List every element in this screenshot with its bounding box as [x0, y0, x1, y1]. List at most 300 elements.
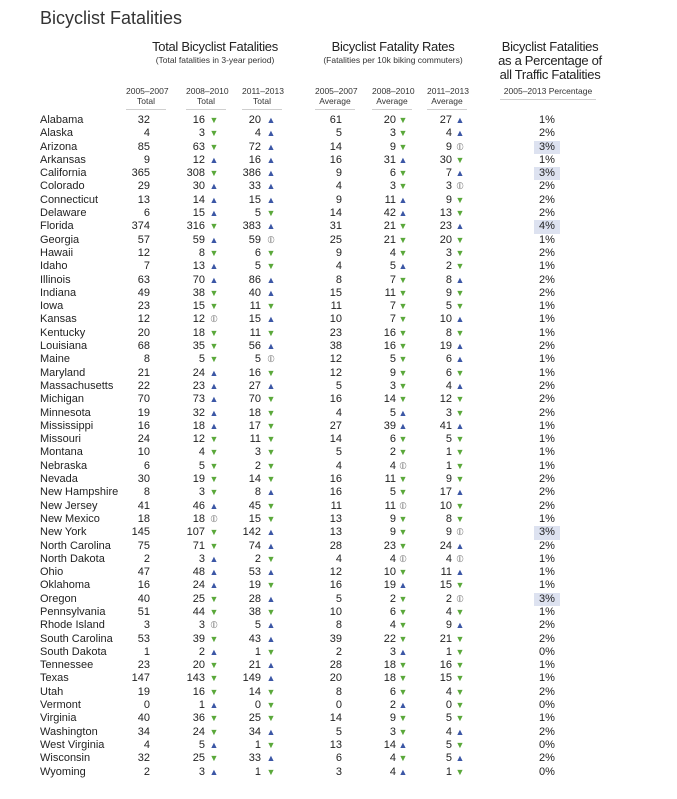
down-arrow-icon: ▼	[455, 234, 465, 245]
total-2008-2010-value: 24	[192, 366, 205, 379]
total-2005-2007-value: 2	[143, 765, 150, 778]
state-name: Idaho	[40, 260, 68, 273]
percentage-value: 1%	[539, 114, 555, 126]
down-arrow-icon: ▼	[209, 221, 219, 232]
rate-2008-2010-value: 42	[383, 207, 396, 220]
rate-2011-2013-value: 6	[445, 366, 452, 379]
up-arrow-icon: ▲	[209, 208, 219, 219]
table-row	[0, 752, 677, 765]
rate-2008-2010-value: 22	[383, 632, 396, 645]
up-arrow-icon: ▲	[266, 287, 276, 298]
fatality-rates-title: Bicyclist Fatality Rates	[331, 39, 455, 54]
rate-2011-2013-value: 2	[445, 260, 452, 273]
rate-2005-2007-value: 13	[329, 512, 342, 525]
down-arrow-icon: ▼	[398, 606, 408, 617]
rate-2011-2013-value: 9	[445, 286, 452, 299]
rate-2005-2007-value: 31	[329, 220, 342, 233]
up-arrow-icon: ▲	[398, 194, 408, 205]
percentage-header	[480, 40, 620, 82]
up-arrow-icon: ▲	[455, 487, 465, 498]
state-name: Arkansas	[40, 153, 86, 166]
down-arrow-icon: ▼	[266, 606, 276, 617]
rate-2011-2013-value: 13	[439, 207, 452, 220]
rate-2011-2013-value: 23	[439, 220, 452, 233]
rate-2008-2010-value: 31	[383, 153, 396, 166]
no-change-icon: ⦶	[456, 527, 464, 539]
total-2005-2007-value: 6	[143, 459, 150, 472]
total-2011-2013-value: 56	[248, 340, 261, 353]
down-arrow-icon: ▼	[209, 474, 219, 485]
total-2011-2013-value: 17	[248, 419, 261, 432]
percentage-value: 1%	[539, 326, 555, 339]
rate-2005-2007-value: 0	[335, 699, 342, 712]
up-arrow-icon: ▲	[266, 141, 276, 152]
down-arrow-icon: ▼	[209, 141, 219, 152]
down-arrow-icon: ▼	[266, 208, 276, 219]
total-2008-2010-value: 35	[192, 340, 205, 353]
total-2011-2013-value: 16	[248, 366, 261, 379]
rate-2011-2013-value: 0	[445, 699, 452, 712]
total-2008-2010-value: 23	[192, 379, 205, 392]
table-row	[0, 579, 677, 592]
table-row	[0, 633, 677, 646]
table-row	[0, 380, 677, 393]
total-2005-2007-value: 12	[137, 313, 150, 326]
down-arrow-icon: ▼	[398, 354, 408, 365]
down-arrow-icon: ▼	[398, 367, 408, 378]
state-name: Florida	[40, 220, 74, 233]
total-2005-2007-value: 12	[137, 246, 150, 259]
up-arrow-icon: ▲	[398, 407, 408, 418]
state-name: Iowa	[40, 300, 64, 313]
rate-2005-2007-value: 2	[335, 645, 342, 658]
total-2005-2007-value: 19	[137, 685, 150, 698]
total-2005-2007-value: 29	[137, 180, 150, 193]
state-name: Massachusetts	[40, 379, 114, 392]
rate-2011-2013-value: 10	[439, 313, 452, 326]
percentage-value: 2%	[539, 127, 555, 140]
state-name: Montana	[40, 446, 83, 459]
total-2008-2010-value: 4	[198, 446, 205, 459]
state-name: Connecticut	[40, 193, 99, 206]
rate-2005-2007-value: 9	[335, 167, 342, 180]
down-arrow-icon: ▼	[266, 739, 276, 750]
rate-2008-2010-value: 3	[389, 645, 396, 658]
down-arrow-icon: ▼	[209, 487, 219, 498]
down-arrow-icon: ▼	[209, 593, 219, 604]
rate-2005-2007-value: 20	[329, 672, 342, 685]
total-2005-2007-value: 7	[143, 260, 150, 273]
percentage-value: 2%	[539, 273, 555, 286]
down-arrow-icon: ▼	[398, 115, 408, 125]
down-arrow-icon: ▼	[209, 115, 219, 125]
down-arrow-icon: ▼	[398, 221, 408, 232]
up-arrow-icon: ▲	[455, 540, 465, 551]
rate-2011-2013-value: 27	[439, 114, 452, 126]
total-2011-2013-value: 5	[254, 353, 261, 366]
no-change-icon: ⦶	[399, 553, 407, 565]
rate-2008-2010-value: 6	[389, 605, 396, 618]
table-row	[0, 593, 677, 606]
rate-2008-2010-value: 7	[389, 300, 396, 313]
rate-2011-2013-value: 5	[445, 752, 452, 765]
table-row	[0, 726, 677, 739]
state-name: Kentucky	[40, 326, 86, 339]
total-2008-2010-value: 2	[198, 645, 205, 658]
up-arrow-icon: ▲	[266, 620, 276, 631]
down-arrow-icon: ▼	[266, 500, 276, 511]
rate-2011-2013-value: 9	[445, 140, 452, 153]
state-name: Maine	[40, 353, 70, 366]
total-2005-2007-value: 23	[137, 659, 150, 672]
rate-2008-2010-value: 16	[383, 340, 396, 353]
rate-2008-2010-value: 9	[389, 140, 396, 153]
rate-2005-2007-value: 3	[335, 765, 342, 778]
down-arrow-icon: ▼	[266, 686, 276, 697]
up-arrow-icon: ▲	[266, 593, 276, 604]
down-arrow-icon: ▼	[455, 287, 465, 298]
down-arrow-icon: ▼	[266, 513, 276, 524]
down-arrow-icon: ▼	[398, 726, 408, 737]
table-row	[0, 127, 677, 140]
rate-2005-2007-value: 16	[329, 153, 342, 166]
total-2005-2007-value: 34	[137, 725, 150, 738]
total-2005-2007-value: 16	[137, 579, 150, 592]
down-arrow-icon: ▼	[398, 128, 408, 139]
rate-2005-2007-value: 28	[329, 539, 342, 552]
state-name: North Dakota	[40, 552, 105, 565]
down-arrow-icon: ▼	[398, 287, 408, 298]
total-2005-2007-value: 18	[137, 512, 150, 525]
rate-2008-2010-value: 11	[384, 473, 396, 486]
down-arrow-icon: ▼	[209, 660, 219, 671]
up-arrow-icon: ▲	[398, 261, 408, 272]
state-name: Indiana	[40, 286, 77, 299]
percentage-value: 1%	[539, 353, 555, 366]
rate-2005-2007-value: 5	[335, 379, 342, 392]
rate-2005-2007-value: 14	[329, 433, 342, 446]
down-arrow-icon: ▼	[266, 713, 276, 724]
fatality-rates-header	[318, 40, 468, 66]
percentage-value: 1%	[539, 446, 555, 459]
rate-2005-2007-value: 5	[335, 592, 342, 605]
rate-2008-2010-value: 7	[389, 273, 396, 286]
rate-2008-2010-value: 4	[389, 246, 396, 259]
rate-2011-2013-value: 15	[439, 672, 452, 685]
table-row	[0, 194, 677, 207]
table-row	[0, 646, 677, 659]
rate-2011-2013-value: 8	[445, 273, 452, 286]
rate-2008-2010-value: 9	[389, 366, 396, 379]
up-arrow-icon: ▲	[209, 567, 219, 578]
total-2011-2013-value: 383	[242, 220, 261, 233]
up-arrow-icon: ▲	[455, 753, 465, 764]
total-2005-2007-value: 3	[143, 619, 150, 632]
rate-2011-2013-value: 12	[439, 393, 452, 406]
rate-2005-2007-value: 4	[335, 406, 342, 419]
total-2005-2007-value: 21	[137, 366, 150, 379]
rate-2011-2013-value: 8	[445, 512, 452, 525]
down-arrow-icon: ▼	[455, 208, 465, 219]
state-table	[0, 114, 677, 779]
up-arrow-icon: ▲	[266, 660, 276, 671]
total-2005-2007-value: 8	[143, 353, 150, 366]
rate-2011-2013-value: 4	[445, 379, 452, 392]
total-2005-2007-value: 32	[137, 752, 150, 765]
percentage-value: 1%	[539, 552, 555, 565]
total-2008-2010-value: 24	[192, 725, 205, 738]
rate-2011-2013-value: 21	[439, 632, 452, 645]
up-arrow-icon: ▲	[266, 181, 276, 192]
total-2008-2010-value: 14	[192, 193, 205, 206]
table-row	[0, 247, 677, 260]
total-2011-2013-value: 21	[248, 659, 261, 672]
rate-2011-2013-value: 4	[445, 552, 452, 565]
total-2011-2013-value: 33	[248, 752, 261, 765]
state-name: Kansas	[40, 313, 77, 326]
state-name: Pennsylvania	[40, 605, 106, 618]
total-2008-2010-value: 20	[192, 659, 205, 672]
no-change-icon: ⦶	[456, 181, 464, 193]
total-2005-2007-value: 9	[143, 153, 150, 166]
up-arrow-icon: ▲	[266, 314, 276, 325]
total-2011-2013-value: 20	[248, 114, 261, 126]
total-2008-2010-value: 3	[198, 552, 205, 565]
down-arrow-icon: ▼	[209, 753, 219, 764]
down-arrow-icon: ▼	[455, 606, 465, 617]
rate-2008-2010-value: 16	[383, 326, 396, 339]
total-2005-2007-value: 16	[137, 419, 150, 432]
table-row	[0, 473, 677, 486]
total-2005-2007-value: 41	[137, 499, 150, 512]
rate-2008-2010-value: 18	[383, 659, 396, 672]
down-arrow-icon: ▼	[455, 261, 465, 272]
total-2011-2013-value: 16	[248, 153, 261, 166]
down-arrow-icon: ▼	[398, 513, 408, 524]
state-name: South Dakota	[40, 645, 107, 658]
total-2008-2010-value: 63	[192, 140, 205, 153]
down-arrow-icon: ▼	[398, 181, 408, 192]
down-arrow-icon: ▼	[398, 434, 408, 445]
total-fatalities-subtitle: (Total fatalities in 3-year period)	[155, 55, 275, 65]
percentage-value: 1%	[539, 419, 555, 432]
up-arrow-icon: ▲	[209, 181, 219, 192]
percentage-value: 1%	[539, 659, 555, 672]
state-name: Utah	[40, 685, 64, 698]
down-arrow-icon: ▼	[398, 527, 408, 538]
total-2011-2013-value: 33	[248, 180, 261, 193]
rate-2011-2013-value: 1	[445, 459, 452, 472]
rate-2008-2010-value: 4	[389, 765, 396, 778]
rate-2008-2010-value: 4	[389, 619, 396, 632]
total-2011-2013-value: 72	[248, 140, 261, 153]
total-2011-2013-value: 0	[254, 699, 261, 712]
rate-2008-2010-value: 9	[389, 512, 396, 525]
down-arrow-icon: ▼	[398, 753, 408, 764]
up-arrow-icon: ▲	[266, 633, 276, 644]
down-arrow-icon: ▼	[266, 407, 276, 418]
table-row	[0, 420, 677, 433]
percentage-value: 1%	[539, 313, 555, 326]
down-arrow-icon: ▼	[209, 540, 219, 551]
percentage-value: 2%	[539, 406, 555, 419]
rate-2011-2013-value: 11	[440, 566, 452, 579]
total-2011-2013-value: 386	[242, 167, 261, 180]
percentage-value: 1%	[539, 712, 555, 725]
up-arrow-icon: ▲	[209, 646, 219, 657]
up-arrow-icon: ▲	[209, 766, 219, 777]
table-row	[0, 340, 677, 353]
total-2011-2013-value: 8	[254, 486, 261, 499]
rate-2008-2010-value: 5	[389, 260, 396, 273]
table-row	[0, 672, 677, 685]
total-2005-2007-value: 23	[137, 300, 150, 313]
up-arrow-icon: ▲	[455, 420, 465, 431]
state-name: Mississippi	[40, 419, 94, 432]
total-2011-2013-value: 86	[248, 273, 261, 286]
down-arrow-icon: ▼	[266, 434, 276, 445]
rate-2011-2013-value: 4	[445, 685, 452, 698]
down-arrow-icon: ▼	[455, 713, 465, 724]
total-2005-2007-value: 70	[137, 393, 150, 406]
up-arrow-icon: ▲	[209, 234, 219, 245]
down-arrow-icon: ▼	[455, 500, 465, 511]
down-arrow-icon: ▼	[398, 327, 408, 338]
table-row	[0, 287, 677, 300]
total-2005-2007-value: 40	[137, 712, 150, 725]
up-arrow-icon: ▲	[266, 128, 276, 139]
down-arrow-icon: ▼	[209, 633, 219, 644]
total-2005-2007-value: 51	[137, 605, 150, 618]
percentage-value: 1%	[539, 512, 555, 525]
percentage-value: 4%	[534, 220, 560, 233]
rate-2005-2007-value: 28	[329, 659, 342, 672]
down-arrow-icon: ▼	[398, 540, 408, 551]
down-arrow-icon: ▼	[266, 580, 276, 591]
rate-2008-2010-value: 9	[389, 712, 396, 725]
down-arrow-icon: ▼	[455, 407, 465, 418]
total-2005-2007-value: 30	[137, 473, 150, 486]
state-name: Wisconsin	[40, 752, 91, 765]
up-arrow-icon: ▲	[455, 354, 465, 365]
table-row	[0, 154, 677, 167]
down-arrow-icon: ▼	[398, 247, 408, 258]
total-2011-2013-value: 11	[249, 433, 261, 446]
percentage-value: 0%	[539, 699, 555, 712]
rate-2011-2013-value: 8	[445, 326, 452, 339]
percentage-value: 1%	[539, 579, 555, 592]
up-arrow-icon: ▲	[398, 154, 408, 165]
table-row	[0, 300, 677, 313]
rate-2008-2010-value: 4	[389, 459, 396, 472]
rate-2008-2010-value: 5	[389, 353, 396, 366]
rate-2005-2007-value: 13	[329, 526, 342, 539]
rate-2005-2007-value: 16	[329, 393, 342, 406]
up-arrow-icon: ▲	[455, 380, 465, 391]
total-2008-2010-value: 12	[192, 313, 205, 326]
percentage-value: 2%	[539, 539, 555, 552]
down-arrow-icon: ▼	[398, 394, 408, 405]
rate-2005-2007-value: 23	[329, 326, 342, 339]
rate-2011-2013-value: 1	[445, 765, 452, 778]
down-arrow-icon: ▼	[455, 660, 465, 671]
total-2005-2007-value: 147	[131, 672, 150, 685]
table-row	[0, 234, 677, 247]
down-arrow-icon: ▼	[209, 713, 219, 724]
rate-2008-2010-value: 6	[389, 167, 396, 180]
total-2005-2007-value: 75	[137, 539, 150, 552]
state-name: Rhode Island	[40, 619, 105, 632]
down-arrow-icon: ▼	[398, 474, 408, 485]
percentage-value: 2%	[539, 180, 555, 193]
down-arrow-icon: ▼	[209, 128, 219, 139]
up-arrow-icon: ▲	[209, 553, 219, 564]
total-2008-2010-value: 19	[192, 473, 205, 486]
state-name: California	[40, 167, 87, 180]
rate-2005-2007-value: 15	[329, 286, 342, 299]
up-arrow-icon: ▲	[398, 420, 408, 431]
rate-2005-2007-value: 16	[329, 486, 342, 499]
up-arrow-icon: ▲	[455, 567, 465, 578]
percentage-value: 2%	[539, 340, 555, 353]
rate-2008-2010-value: 3	[389, 379, 396, 392]
down-arrow-icon: ▼	[209, 247, 219, 258]
up-arrow-icon: ▲	[398, 646, 408, 657]
down-arrow-icon: ▼	[266, 247, 276, 258]
percentage-value: 2%	[539, 246, 555, 259]
up-arrow-icon: ▲	[455, 341, 465, 352]
total-2011-2013-value: 27	[248, 379, 261, 392]
total-2011-2013-value: 1	[254, 645, 261, 658]
total-2011-2013-value: 15	[248, 193, 261, 206]
rate-2011-2013-value: 5	[445, 712, 452, 725]
rate-2011-2013-value: 9	[445, 473, 452, 486]
no-change-icon: ⦶	[210, 620, 218, 632]
up-arrow-icon: ▲	[209, 420, 219, 431]
col-header-rate-2008-2010: 2008–2010 Average	[372, 86, 412, 110]
total-2011-2013-value: 70	[248, 393, 261, 406]
total-2008-2010-value: 107	[186, 526, 205, 539]
state-name: New Jersey	[40, 499, 98, 512]
no-change-icon: ⦶	[210, 314, 218, 326]
rate-2005-2007-value: 4	[335, 459, 342, 472]
percentage-value: 2%	[539, 486, 555, 499]
total-2005-2007-value: 8	[143, 486, 150, 499]
table-row	[0, 619, 677, 632]
percentage-value: 0%	[539, 738, 555, 751]
rate-2005-2007-value: 12	[329, 366, 342, 379]
table-row	[0, 540, 677, 553]
down-arrow-icon: ▼	[209, 341, 219, 352]
col-header-rate-2011-2013: 2011–2013 Average	[427, 86, 467, 110]
total-2008-2010-value: 13	[192, 260, 205, 273]
state-name: Louisiana	[40, 340, 88, 353]
down-arrow-icon: ▼	[266, 301, 276, 312]
rate-2005-2007-value: 12	[329, 566, 342, 579]
table-row	[0, 712, 677, 725]
down-arrow-icon: ▼	[209, 168, 219, 179]
state-name: Maryland	[40, 366, 86, 379]
rate-2011-2013-value: 16	[439, 659, 452, 672]
rate-2008-2010-value: 14	[383, 393, 396, 406]
total-2011-2013-value: 1	[254, 738, 261, 751]
down-arrow-icon: ▼	[455, 447, 465, 458]
percentage-value: 3%	[534, 526, 560, 539]
down-arrow-icon: ▼	[455, 646, 465, 657]
percentage-value: 2%	[539, 632, 555, 645]
up-arrow-icon: ▲	[398, 739, 408, 750]
up-arrow-icon: ▲	[455, 620, 465, 631]
